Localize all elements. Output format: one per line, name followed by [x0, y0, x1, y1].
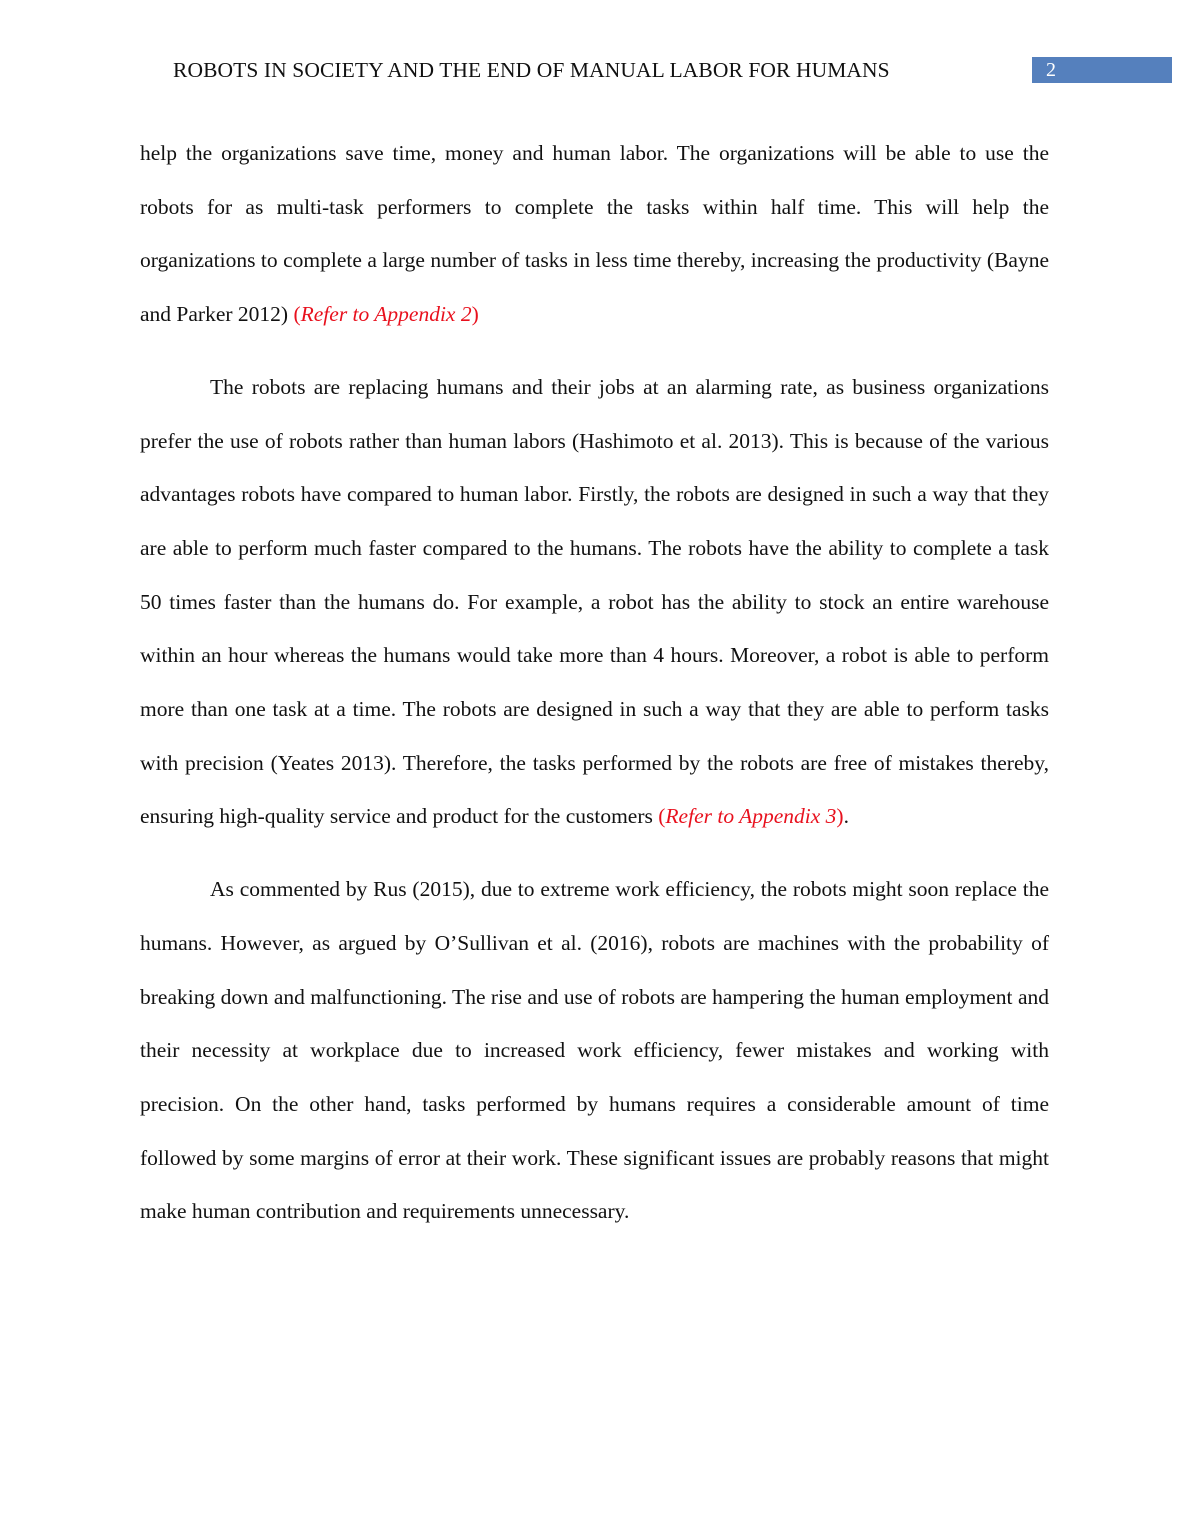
appendix-3-reference	[658, 804, 843, 828]
running-head: ROBOTS IN SOCIETY AND THE END OF MANUAL LABOR FOR HUMANS	[173, 58, 890, 82]
page-number: 2	[1032, 57, 1172, 83]
ref-open-paren: (	[293, 302, 301, 327]
ref-close-paren: )	[471, 302, 479, 327]
document-body	[140, 127, 1049, 1258]
appendix-2-reference	[293, 302, 478, 326]
ref-label: Refer to Appendix 3	[665, 804, 837, 829]
paragraph-2	[140, 361, 1049, 844]
paragraph-2-trailing: .	[843, 804, 849, 829]
paragraph-3: As commented by Rus (2015), due to extreme work efficiency, the robots might soon replace the humans. However, as argued by O’Sullivan et al. (2016), robots are machines with the probability of breaking down and malfunctioning. The rise and use of robots are hampering the human employment and their necessity at workplace due to increased work efficiency, fewer mistakes and working with precision. On the other hand, tasks performed by humans requires a considerable amount of time followed by some margins of error at their work. These significant issues are probably reasons that might make human contribution and requirements unnecessary.	[140, 877, 1049, 1224]
paragraph-1-text: help the organizations save time, money and human labor. The organizations will be able to use the robots for as multi-task performers to complete the tasks within half time. This will help the organizations to complete a large number of tasks in less time thereby, increasing the productivity (Bayne and Parker 2012)	[140, 141, 1049, 327]
ref-close-paren: )	[836, 804, 844, 829]
ref-open-paren: (	[658, 804, 666, 829]
ref-label: Refer to Appendix 2	[300, 302, 472, 327]
paragraph-2-text: The robots are replacing humans and their jobs at an alarming rate, as business organizations prefer the use of robots rather than human labors (Hashimoto et al. 2013). This is because of the various advantages robots have compared to human labor. Firstly, the robots are designed in such a way that they are able to perform much faster compared to the humans. The robots have the ability to complete a task 50 times faster than the humans do. For example, a robot has the ability to stock an entire warehouse within an hour whereas the humans would take more than 4 hours. Moreover, a robot is able to perform more than one task at a time. The robots are designed in such a way that they are able to perform tasks with precision (Yeates 2013). Therefore, the tasks performed by the robots are free of mistakes thereby, ensuring high-quality service and product for the customers	[140, 374, 1049, 829]
paragraph-1	[140, 127, 1049, 342]
